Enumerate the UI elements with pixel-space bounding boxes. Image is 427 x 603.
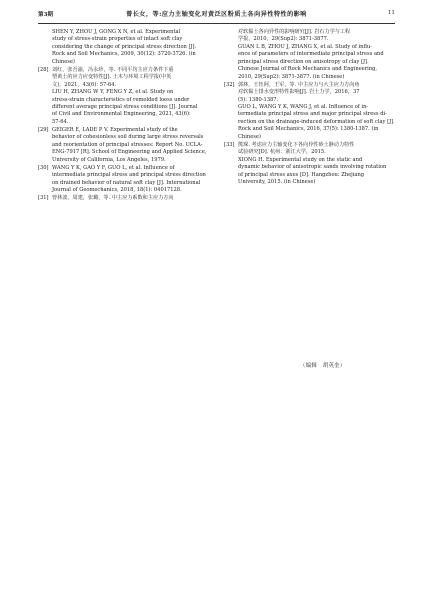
reference-line: LIU H, ZHANG W Y, FENG Y Z, et al. Study on: [52, 89, 174, 96]
reference-line: of Civil and Environmental Engineering, 2021, 43(6):: [52, 111, 191, 118]
reference-line: Chinese): [238, 133, 261, 140]
reference-line: dynamic behavior of anisotropic sands involving rotation: [238, 164, 387, 171]
reference-entry: [38, 127, 214, 164]
reference-line: 57-64.: [52, 118, 69, 125]
reference-line: University, 2015. (in Chinese): [238, 179, 316, 186]
reference-number: [29]: [38, 126, 49, 133]
reference-line: termediate principal stress and major principal stress di-: [238, 111, 387, 118]
reference-line: on drained behavior of natural soft clay [J]. International: [52, 179, 201, 186]
reference-line: of principal stress axes [D]. Hangzhou: Zhejiang: [238, 171, 365, 178]
reference-line: SHEN Y, ZHOU J, GONG X N, et al. Experimental: [52, 29, 181, 35]
reference-line: Chinese): [52, 58, 75, 65]
reference-entry: [38, 67, 214, 127]
running-title: 曾长女，等:应力主轴变化对黄泛区粉质土各向异性特性的影响: [126, 11, 307, 18]
reference-line: 塑黄土的应力应变特性[J]. 土木与环境工程学报(中英: [52, 74, 172, 81]
reference-line: (5): 1380-1387.: [238, 96, 279, 103]
reference-line: XIONG H. Experimental study on the static and: [238, 156, 363, 163]
reference-line: rection on the drainage-induced deformation of soft clay [J].: [238, 118, 395, 125]
reference-line: GUO L, WANG Y K, WANG J, et al. Influence of in-: [238, 104, 369, 111]
reference-entry: [38, 165, 214, 195]
reference-line: study of stress-strain properties of intact soft clay: [52, 36, 183, 43]
editor-credit: （编辑 胡英奎）: [300, 363, 346, 369]
reference-line: 刘红，张吾渝，冯永珍，等. 不同平均主应力条件下重: [52, 66, 174, 73]
reference-number: [30]: [38, 164, 49, 171]
reference-line: different average principal stress conditions [J]. Journal: [52, 104, 198, 111]
reference-number: [32]: [224, 81, 235, 88]
reference-line: Rock and Soil Mechanics, 2016, 37(5): 1380-1387. (in: [238, 126, 379, 133]
reference-column-right: [224, 29, 400, 187]
reference-entry: [38, 195, 214, 202]
reference-number: [31]: [38, 194, 49, 201]
reference-line: Rock and Soil Mechanics, 2009, 30(12): 3720-3726. (in: [52, 51, 196, 58]
reference-line: University of California, Los Angeles, 1979.: [52, 156, 166, 163]
reference-number: [28]: [38, 66, 49, 73]
running-header: [38, 9, 395, 24]
reference-line: GEIGER E, LADE P V. Experimental study of the: [52, 126, 178, 133]
reference-line: ence of parameters of intermediate principal stress and: [238, 51, 384, 58]
reference-line: 对软黏土排水变形特性影响[J]. 岩土力学，2016，37: [238, 89, 360, 96]
reference-line: stress-strain characteristics of remolded loess under: [52, 96, 190, 103]
reference-entry: [38, 29, 214, 66]
reference-line: 试验研究[D]. 杭州：浙江大学，2015.: [238, 149, 326, 156]
reference-line: 曾林波，周建，张璐，等. 中主应力系数和主应力方向: [52, 194, 174, 201]
reference-line: WANG Y K, GAO Y F, GUO L, et al. Influence of: [52, 164, 175, 171]
reference-line: 熊琛. 考虑应力主轴变化下各向异性砂土静动力特性: [238, 141, 355, 148]
reference-line: 2010, 29(Sup2): 3871-3877. (in Chinese): [238, 73, 345, 80]
reference-line: Chinese Journal of Rock Mechanics and Engineering,: [238, 66, 378, 73]
reference-line: and reorientation of principal stresses: Report No. UCLA-: [52, 141, 203, 148]
reference-line: considering the change of principal stress direction [J].: [52, 43, 197, 50]
reference-entry: [224, 82, 400, 142]
reference-entry: [224, 142, 400, 187]
reference-line: 郭林，王钰阿，王军，等. 中主应力与大主应力方向角: [238, 81, 360, 88]
reference-line: 学报，2010，29(Sup2): 3871-3877.: [238, 36, 329, 43]
reference-line: principal stress direction on anisotropy of clay [J].: [238, 58, 369, 65]
reference-line: 文)，2021，43(6): 57-64.: [52, 81, 117, 88]
reference-line: 对软黏土各向异性的影响研究[J]. 岩石力学与工程: [238, 29, 351, 35]
reference-line: intermediate principal stress and principal stress direction: [52, 172, 206, 179]
reference-number: [33]: [224, 141, 235, 148]
reference-entry: [224, 29, 400, 81]
page-number: 11: [387, 10, 395, 16]
reference-column-left: [38, 29, 214, 203]
reference-line: ENG-7917 [R]. School of Engineering and Applied Science,: [52, 149, 207, 156]
reference-line: Journal of Geomechanics, 2018, 18(1): 04017128.: [52, 187, 182, 194]
reference-line: behavior of cohesionless soil during large stress reversals: [52, 134, 204, 141]
reference-line: GUAN L B, ZHOU J, ZHANG X, et al. Study of influ-: [238, 43, 372, 50]
issue-number: 第3期: [38, 12, 54, 18]
